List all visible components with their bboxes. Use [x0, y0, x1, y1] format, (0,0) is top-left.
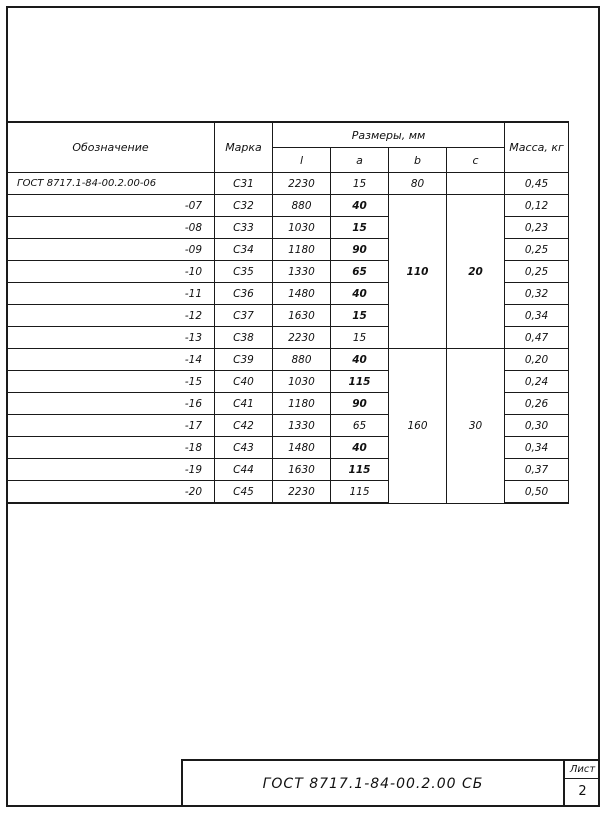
header-c: c	[447, 148, 505, 173]
header-designation: Обозначение	[7, 122, 215, 173]
designation-cell: -20	[7, 481, 215, 504]
l-cell: 1630	[273, 459, 331, 481]
table-row	[7, 195, 569, 217]
c-merged-cell: 30	[447, 349, 505, 504]
mass-cell: 0,50	[505, 481, 569, 504]
specification-table	[6, 121, 569, 504]
mark-cell: С36	[215, 283, 273, 305]
designation-cell: -12	[7, 305, 215, 327]
mass-cell: 0,47	[505, 327, 569, 349]
mass-cell: 0,25	[505, 261, 569, 283]
l-cell: 1630	[273, 305, 331, 327]
l-cell: 1030	[273, 217, 331, 239]
a-cell: 15	[331, 327, 389, 349]
mass-cell: 0,24	[505, 371, 569, 393]
designation-cell: -11	[7, 283, 215, 305]
table-row	[7, 349, 569, 371]
sheet-box	[563, 761, 600, 807]
header-a: a	[331, 148, 389, 173]
a-cell: 115	[331, 481, 389, 504]
mass-cell: 0,37	[505, 459, 569, 481]
header-mark: Марка	[215, 122, 273, 173]
a-cell: 40	[331, 349, 389, 371]
designation-cell: ГОСТ 8717.1-84-00.2.00-06	[7, 173, 215, 195]
mass-cell: 0,26	[505, 393, 569, 415]
a-cell: 115	[331, 371, 389, 393]
header-mass: Масса, кг	[505, 122, 569, 173]
header-row-1	[7, 122, 569, 148]
designation-cell: -10	[7, 261, 215, 283]
c-cell-empty	[447, 173, 505, 195]
header-b: b	[389, 148, 447, 173]
l-cell: 1330	[273, 261, 331, 283]
l-cell: 1180	[273, 393, 331, 415]
sheet-number: 2	[578, 784, 587, 799]
mark-cell: С40	[215, 371, 273, 393]
l-cell: 1330	[273, 415, 331, 437]
mark-cell: С35	[215, 261, 273, 283]
mark-cell: С45	[215, 481, 273, 504]
mass-cell: 0,32	[505, 283, 569, 305]
b-merged-cell: 110	[389, 195, 447, 349]
a-cell: 40	[331, 283, 389, 305]
mark-cell: С32	[215, 195, 273, 217]
a-cell: 40	[331, 437, 389, 459]
mass-cell: 0,34	[505, 305, 569, 327]
l-cell: 2230	[273, 481, 331, 504]
mark-cell: С39	[215, 349, 273, 371]
document-code: ГОСТ 8717.1-84-00.2.00 СБ	[262, 776, 484, 792]
l-cell: 1180	[273, 239, 331, 261]
mass-cell: 0,30	[505, 415, 569, 437]
designation-cell: -07	[7, 195, 215, 217]
mark-cell: С37	[215, 305, 273, 327]
sheet-label: Лист	[565, 761, 600, 779]
mass-cell: 0,25	[505, 239, 569, 261]
designation-cell: -09	[7, 239, 215, 261]
l-cell: 2230	[273, 327, 331, 349]
b-merged-cell: 160	[389, 349, 447, 504]
mass-cell: 0,20	[505, 349, 569, 371]
a-cell: 90	[331, 393, 389, 415]
l-cell: 2230	[273, 173, 331, 195]
a-cell: 65	[331, 415, 389, 437]
c-merged-cell: 20	[447, 195, 505, 349]
mark-cell: С31	[215, 173, 273, 195]
designation-cell: -14	[7, 349, 215, 371]
mass-cell: 0,23	[505, 217, 569, 239]
designation-cell: -17	[7, 415, 215, 437]
mark-cell: С38	[215, 327, 273, 349]
table-row	[7, 173, 569, 195]
a-cell: 115	[331, 459, 389, 481]
b-cell: 80	[389, 173, 447, 195]
l-cell: 1480	[273, 437, 331, 459]
mark-cell: С44	[215, 459, 273, 481]
mark-cell: С43	[215, 437, 273, 459]
a-cell: 15	[331, 217, 389, 239]
designation-cell: -19	[7, 459, 215, 481]
designation-cell: -08	[7, 217, 215, 239]
a-cell: 65	[331, 261, 389, 283]
header-l: l	[273, 148, 331, 173]
mass-cell: 0,45	[505, 173, 569, 195]
l-cell: 880	[273, 195, 331, 217]
mark-cell: С42	[215, 415, 273, 437]
title-block	[181, 759, 600, 807]
designation-cell: -16	[7, 393, 215, 415]
mark-cell: С41	[215, 393, 273, 415]
mass-cell: 0,34	[505, 437, 569, 459]
l-cell: 880	[273, 349, 331, 371]
designation-cell: -15	[7, 371, 215, 393]
l-cell: 1480	[273, 283, 331, 305]
a-cell: 90	[331, 239, 389, 261]
a-cell: 15	[331, 305, 389, 327]
a-cell: 40	[331, 195, 389, 217]
designation-cell: -18	[7, 437, 215, 459]
a-cell: 15	[331, 173, 389, 195]
header-sizes: Размеры, мм	[273, 122, 505, 148]
mass-cell: 0,12	[505, 195, 569, 217]
designation-cell: -13	[7, 327, 215, 349]
l-cell: 1030	[273, 371, 331, 393]
mark-cell: С33	[215, 217, 273, 239]
mark-cell: С34	[215, 239, 273, 261]
